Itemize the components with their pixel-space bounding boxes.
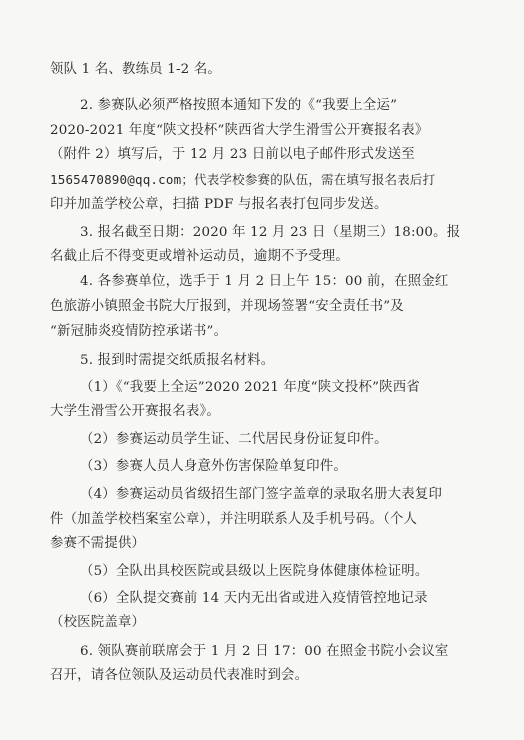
text-line: （附件 2）填写后，于 12 月 23 日前以电子邮件形式发送至: [50, 147, 415, 162]
text-line: 2020-2021 年度“陕文投杯”陕西省大学生滑雪公开赛报名表》: [50, 123, 429, 138]
text-line: “新冠肺炎疫情防控承诺书”。: [50, 324, 228, 339]
text-line: 1565470890@qq.com；代表学校参赛的队伍，需在填写报名表后打: [50, 172, 436, 187]
text-line: （校医院盖章）: [50, 615, 146, 630]
text-line: （4）参赛运动员省级招生部门签字盖章的录取名册大表复印: [80, 487, 443, 502]
text-line: 领队 1 名、教练员 1-2 名。: [50, 62, 222, 77]
text-line: 色旅游小镇照金书院大厅报到，并现场签署“安全责任书”及: [50, 299, 404, 314]
text-line: 4. 各参赛单位，选手于 1 月 2 日上午 15：00 前，在照金红: [80, 274, 449, 289]
text-line: 6. 领队赛前联席会于 1 月 2 日 17：00 在照金书院小会议室: [80, 644, 449, 659]
text-line: 大学生滑雪公开赛报名表》。: [50, 404, 220, 419]
text-line: 件（加盖学校档案室公章），并注明联系人及手机号码。（个人: [50, 512, 418, 527]
text-line: （1）《“我要上全运”2020 2021 年度“陕文投杯”陕西省: [80, 380, 420, 395]
text-line: 召开，请各位领队及运动员代表准时到会。: [50, 668, 309, 683]
text-line: （6）全队提交赛前 14 天内无出省或进入疫情管控地记录: [80, 591, 428, 606]
text-line: 印并加盖学校公章，扫描 PDF 与报名表打包同步发送。: [50, 197, 388, 212]
text-line: （5）全队出具校医院或县级以上医院身体健康体检证明。: [80, 564, 429, 579]
text-line: 名截止后不得变更或增补运动员，逾期不予受理。: [50, 249, 349, 264]
text-line: （3）参赛人员人身意外伤害保险单复印件。: [80, 459, 347, 474]
text-line: 2. 参赛队必须严格按照本通知下发的《“我要上全运”: [80, 98, 398, 113]
text-line: 3. 报名截至日期：2020 年 12 月 23 日（星期三）18:00。报: [80, 225, 461, 240]
text-line: （2）参赛运动员学生证、二代居民身份证复印件。: [80, 432, 388, 447]
text-line: 参赛不需提供）: [50, 536, 146, 551]
text-line: 5. 报到时需提交纸质报名材料。: [80, 353, 275, 368]
